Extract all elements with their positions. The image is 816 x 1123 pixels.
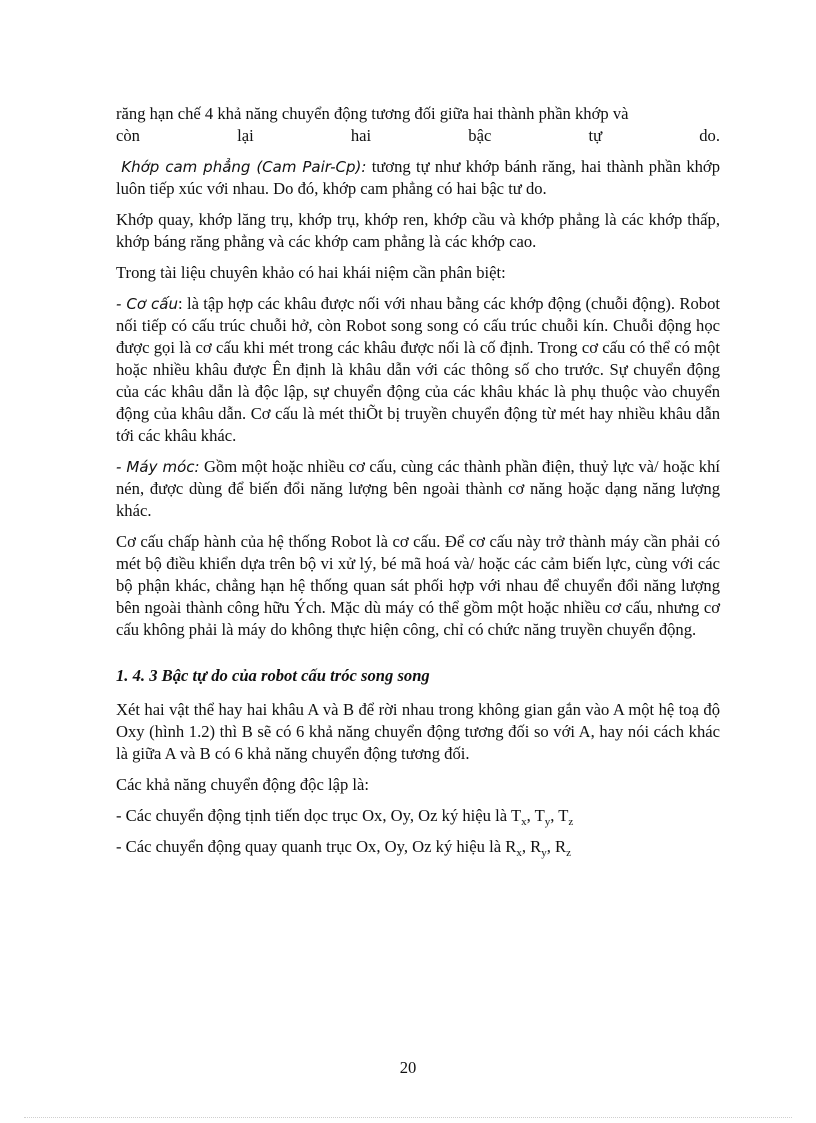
p1-line1: răng hạn chế 4 khả năng chuyển động tương đối giữa hai thành phần khớp và	[116, 104, 629, 123]
cam-pair-text: tương tự như khớp bánh răng, hai thành phần khớp luôn tiếp xúc với nhau. Do đó, khớp cam phẳng có hai bậc tư do.	[116, 157, 720, 198]
symbol-tz: $T_z$	[558, 806, 574, 828]
p1-line2: còn lại hai bậc tự do.	[116, 126, 720, 145]
translation-text: - Các chuyển động tịnh tiến dọc trục Ox, Oy, Oz ký hiệu là	[116, 806, 511, 825]
paragraph-mechanism	[116, 293, 720, 447]
paragraph-dof: Xét hai vật thể hay hai khâu A và B để rời nhau trong không gian gắn vào A một hệ toạ độ Oxy (hình 1.2) thì B sẽ có 6 khả năng chuyển động tương đối so với A, hay nói cách khác là giữa A và B có 6 khả năng chuyển động tương đối.	[116, 700, 720, 763]
mechanism-label: - Cơ cấu	[116, 295, 178, 313]
paragraph-cam-pair	[116, 156, 720, 200]
paragraph-joint-types: Khớp quay, khớp lăng trụ, khớp trụ, khớp ren, khớp cầu và khớp phẳng là các khớp thấp, khớp báng răng phẳng và các khớp cam phẳng là các khớp cao.	[116, 210, 720, 251]
symbol-ry: $R_y$	[530, 837, 547, 859]
symbol-rx: $R_x$	[505, 837, 522, 859]
paragraph-machine	[116, 456, 720, 522]
mechanism-text: : là tập hợp các khâu được nối với nhau bằng các khớp động (chuỗi động). Robot nối tiếp có cấu trúc chuỗi hở, còn Robot song song có cấu trúc chuỗi kín. Chuỗi động học được gọi là cơ cấu khi mét trong các khâu được nối là cố định. Trong cơ cấu có thể có một hoặc nhiều khâu được Ên định là khâu dẫn với các thông số cho trước. Sự chuyển động của các khâu dẫn là độc lập, sự chuyển động của các khâu khác là phụ thuộc vào chuyển động của khâu dẫn. Cơ cấu là mét thiÕt bị truyền chuyển động từ mét hay nhiều khâu dẫn tới các khâu khác.	[116, 294, 720, 445]
machine-text: Gồm một hoặc nhiều cơ cấu, cùng các thành phần điện, thuỷ lực và/ hoặc khí nén, được dùng để biến đổi năng lượng bên ngoài thành cơ năng hoặc dạng năng lượng khác.	[116, 457, 720, 520]
symbol-rz: $R_z$	[554, 837, 571, 859]
symbol-tx: $T_x$	[510, 806, 527, 828]
paragraph-independent-motions: Các khả năng chuyển động độc lập là:	[116, 775, 369, 794]
rotation-motions: - Các chuyển động quay quanh trục Ox, Oy, Oz ký hiệu là $R_x$, $R_y$, $R_z$	[116, 837, 571, 859]
section-heading: 1. 4. 3 Bậc tự do của robot cấu tróc song song	[116, 666, 430, 685]
machine-label: - Máy móc:	[116, 458, 200, 476]
paragraph-1	[116, 103, 720, 147]
cam-pair-label: Khớp cam phẳng (Cam Pair-Cp):	[121, 158, 367, 176]
translation-motions: - Các chuyển động tịnh tiến dọc trục Ox, Oy, Oz ký hiệu là $T_x$, $T_y$, $T_z$	[116, 806, 574, 828]
paragraph-concepts-intro: Trong tài liệu chuyên khảo có hai khái niệm cần phân biệt:	[116, 263, 506, 282]
footer-divider	[24, 1117, 792, 1118]
symbol-ty: $T_y$	[534, 806, 551, 828]
paragraph-robot-mechanism: Cơ cấu chấp hành của hệ thống Robot là cơ cấu. Để cơ cấu này trở thành máy cần phải có mét bộ điều khiển dựa trên bộ vi xử lý, bé mã hoá và/ hoặc các cảm biến lực, cùng với các bộ phận khác, chẳng hạn hệ thống quan sát phối hợp với nhau để chuyển đổi năng lượng bên ngoài thành công hữu Ých. Mặc dù máy có thể gồm một hoặc nhiều cơ cấu, nhưng cơ cấu không phải là máy do không thực hiện công, chỉ có chức năng truyền chuyển động.	[116, 532, 720, 639]
rotation-text: - Các chuyển động quay quanh trục Ox, Oy, Oz ký hiệu là	[116, 837, 506, 856]
page-body	[116, 103, 720, 867]
page-number: 20	[399, 1058, 417, 1077]
